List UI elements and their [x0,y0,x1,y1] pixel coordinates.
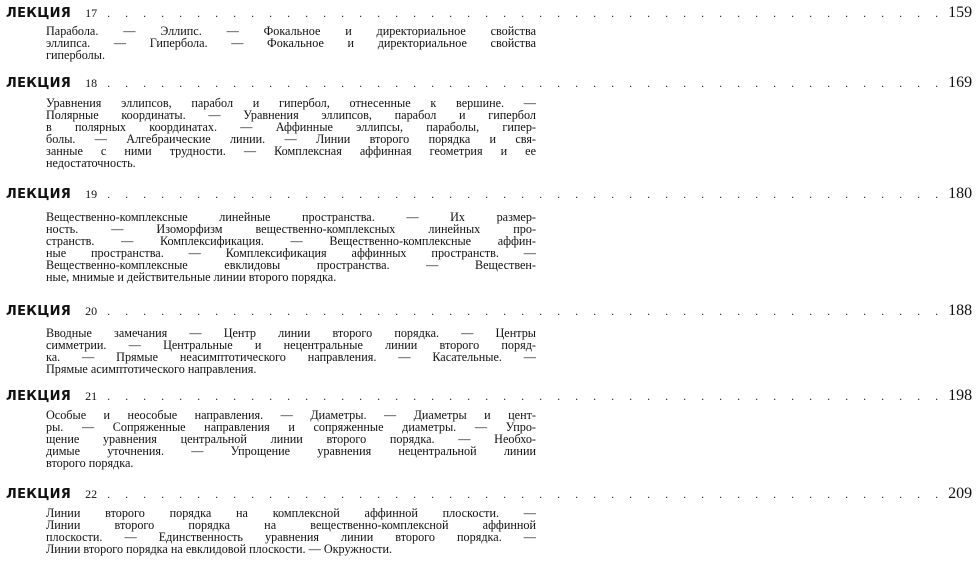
description-line: плоскости. — Единственность уравнения линии второго порядка. — [46,530,536,544]
description-line: Полярные координаты. — Уравнения эллипсов, парабол и гипербол [46,108,536,122]
entry-description [46,409,536,469]
page-number: 169 [948,74,973,91]
description-line: Линии второго порядка на вещественно-комплексной аффинной [46,518,536,532]
description-line: Прямые асимптотического направления. [46,362,257,376]
description-line: Вводные замечания — Центр линии второго порядка. — Центры [46,326,536,340]
entry-heading [6,302,973,322]
description-line: болы. — Алгебраические линии. — Линии второго порядка и свя- [46,132,536,146]
entry-description [46,211,536,283]
description-line: странств. — Комплексификация. — Вещественно-комплексные аффин- [46,234,536,248]
dot-leader: . . . . . . . . . . . . . . . . . . . . . . . . . . . . . . . . . . . . . . . . . . . . . . . [107,487,945,501]
lecture-label: ЛЕКЦИЯ [6,6,72,21]
lecture-number: 22 [85,487,98,501]
lecture-label: ЛЕКЦИЯ [6,487,72,502]
lecture-number: 20 [85,304,98,318]
description-line: ность. — Изоморфизм вещественно-комплексных линейных про- [46,222,536,236]
lecture-number: 17 [85,6,98,20]
page-number: 209 [948,485,973,502]
description-line: второго порядка. [46,456,134,470]
dot-leader: . . . . . . . . . . . . . . . . . . . . . . . . . . . . . . . . . . . . . . . . . . . . . . . [107,389,945,403]
description-line: Особые и неособые направления. — Диаметры. — Диаметры и цент- [46,408,536,422]
description-line: Линии второго порядка на комплексной аффинной плоскости. — [46,506,536,520]
description-line: щение уравнения центральной линии второго порядка. — Необхо- [46,432,536,446]
description-line: димые уточнения. — Упрощение уравнения нецентральной линии [46,444,536,458]
description-line: ры. — Сопряженные направления и сопряженные диаметры. — Упро- [46,420,536,434]
description-line: ка. — Прямые неасимптотического направления. — Касательные. — [46,350,536,364]
lecture-number: 18 [85,76,98,90]
entry-description [46,97,536,169]
description-line: эллипса. — Гипербола. — Фокальное и директориальное свойства [46,36,536,50]
lecture-label: ЛЕКЦИЯ [6,76,72,91]
description-line: в полярных координатах. — Аффинные эллипсы, параболы, гипер- [46,120,536,134]
dot-leader: . . . . . . . . . . . . . . . . . . . . . . . . . . . . . . . . . . . . . . . . . . . . . . . [107,76,945,90]
page-number: 188 [948,302,973,319]
description-line: гиперболы. [46,48,105,62]
lecture-number: 19 [85,187,98,201]
description-line: Вещественно-комплексные линейные пространства. — Их размер- [46,210,536,224]
entry-description [46,507,536,555]
entry-heading [6,485,973,505]
description-line: Уравнения эллипсов, парабол и гипербол, отнесенные к вершине. — [46,96,536,110]
lecture-number: 21 [85,389,98,403]
dot-leader: . . . . . . . . . . . . . . . . . . . . . . . . . . . . . . . . . . . . . . . . . . . . . . . [107,6,945,20]
description-line: Парабола. — Эллипс. — Фокальное и директориальное свойства [46,24,536,38]
description-line: занные с ними трудности. — Комплексная аффинная геометрия и ее [46,144,536,158]
description-line: Линии второго порядка на евклидовой плоскости. — Окружности. [46,542,393,556]
entry-description [46,327,536,375]
entry-heading [6,185,973,205]
dot-leader: . . . . . . . . . . . . . . . . . . . . . . . . . . . . . . . . . . . . . . . . . . . . . . . [107,304,945,318]
entry-description [46,25,536,61]
description-line: Вещественно-комплексные евклидовы пространства. — Веществен- [46,258,536,272]
page-number: 180 [948,185,973,202]
page-number: 198 [948,387,973,404]
description-line: ные, мнимые и действительные линии второго порядка. [46,270,337,284]
lecture-label: ЛЕКЦИЯ [6,304,72,319]
description-line: симметрии. — Центральные и нецентральные линии второго поряд- [46,338,536,352]
entry-heading [6,74,973,94]
dot-leader: . . . . . . . . . . . . . . . . . . . . . . . . . . . . . . . . . . . . . . . . . . . . . . . [107,187,945,201]
page-number: 159 [948,4,973,21]
description-line: ные пространства. — Комплексификация аффинных пространств. — [46,246,536,260]
description-line: недостаточность. [46,156,136,170]
entry-heading [6,4,973,24]
entry-heading [6,387,973,407]
lecture-label: ЛЕКЦИЯ [6,187,72,202]
lecture-label: ЛЕКЦИЯ [6,389,72,404]
